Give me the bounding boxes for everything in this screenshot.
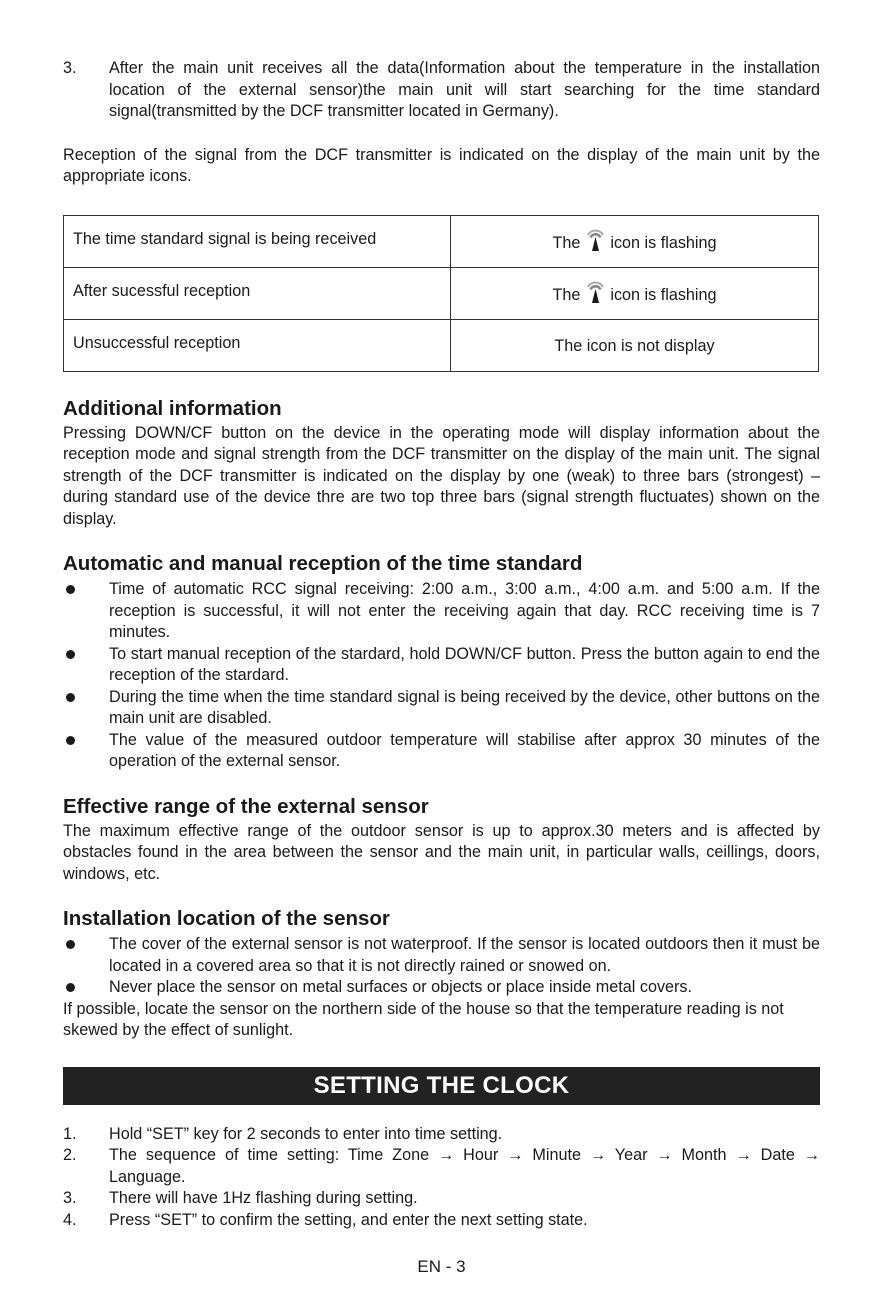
range-text: The maximum effective range of the outdoor sensor is up to approx.30 meters and is affected by obstacles found in the area between the sensor and the main unit, in particular walls, ceillings, doors, windows, etc.	[63, 821, 820, 883]
reception-bullet-list	[63, 579, 820, 773]
page-number: EN - 3	[417, 1257, 466, 1276]
bullet-icon	[63, 730, 109, 773]
list-item: The cover of the external sensor is not waterproof. If the sensor is located outdoors then it must be located in a covered area so that it is not directly rained or snowed on.	[63, 934, 820, 977]
table-cell-condition: Unsuccessful reception	[64, 319, 451, 371]
step-number: 3.	[63, 59, 77, 77]
heading-effective-range: Effective range of the external sensor	[63, 794, 429, 818]
reception-intro: Reception of the signal from the DCF transmitter is indicated on the display of the main unit by the appropriate icons.	[63, 145, 820, 185]
signal-table	[63, 215, 819, 372]
bullet-icon	[63, 579, 109, 644]
list-item: The value of the measured outdoor temperature will stabilise after approx 30 minutes of the operation of the external sensor.	[63, 730, 820, 773]
manual-page	[63, 58, 820, 1231]
list-item: 1. Hold “SET” key for 2 seconds to enter into time setting.	[63, 1124, 503, 1143]
list-item: Never place the sensor on metal surfaces or objects or place inside metal covers.	[63, 977, 820, 999]
table-cell-status: The icon is flashing	[451, 267, 819, 319]
list-item: To start manual reception of the stardard, hold DOWN/CF button. Press the button again to end the reception of the stardard.	[63, 644, 820, 687]
table-row	[64, 319, 819, 371]
list-item: 3. There will have 1Hz flashing during setting.	[63, 1189, 418, 1207]
additional-text: Pressing DOWN/CF button on the device in the operating mode will display information about the reception mode and signal strength from the DCF transmitter on the display of the main unit. The signal strength of the DCF transmitter is indicated on the display by one (weak) to three bars (strongest) – during standard use of the device thre are two top three bars (signal strength fluctuates) shown on the display.	[63, 423, 820, 528]
step-3	[63, 58, 820, 123]
table-cell-status: The icon is not display	[451, 319, 819, 371]
bullet-icon	[63, 977, 109, 999]
table-row	[64, 267, 819, 319]
list-item: 2. The sequence of time setting: Time Zone → Hour → Minute → Year → Month → Date → Language.	[63, 1146, 820, 1186]
heading-automatic-manual-reception: Automatic and manual reception of the time standard	[63, 552, 583, 575]
antenna-icon	[587, 280, 604, 311]
list-item: Time of automatic RCC signal receiving: 2:00 a.m., 3:00 a.m., 4:00 a.m. and 5:00 a.m. If the reception is successful, it will not enter the receiving again that day. RCC receiving time is 7 minutes.	[63, 579, 820, 644]
list-item: During the time when the time standard signal is being received by the device, other buttons on the main unit are disabled.	[63, 687, 820, 730]
installation-bullet-list	[63, 934, 820, 999]
clock-steps-list	[63, 1124, 820, 1232]
setting-the-clock-banner: SETTING THE CLOCK	[63, 1067, 820, 1105]
bullet-icon	[63, 644, 109, 687]
table-cell-condition: After sucessful reception	[64, 267, 451, 319]
table-cell-status: The icon is flashing	[451, 215, 819, 267]
heading-additional-information: Additional information	[63, 396, 282, 420]
step-text: After the main unit receives all the data(Information about the temperature in the installation location of the external sensor)the main unit will start searching for the time standard signal(transmitted by the DCF transmitter located in Germany).	[109, 59, 820, 120]
antenna-icon	[587, 228, 604, 259]
bullet-icon	[63, 934, 109, 977]
table-cell-condition: The time standard signal is being received	[64, 215, 451, 267]
bullet-icon	[63, 687, 109, 730]
table-row	[64, 215, 819, 267]
list-item: 4. Press “SET” to confirm the setting, and enter the next setting state.	[63, 1210, 588, 1229]
installation-note: If possible, locate the sensor on the northern side of the house so that the temperature reading is not skewed by the effect of sunlight.	[63, 999, 784, 1039]
heading-installation-location: Installation location of the sensor	[63, 907, 390, 930]
